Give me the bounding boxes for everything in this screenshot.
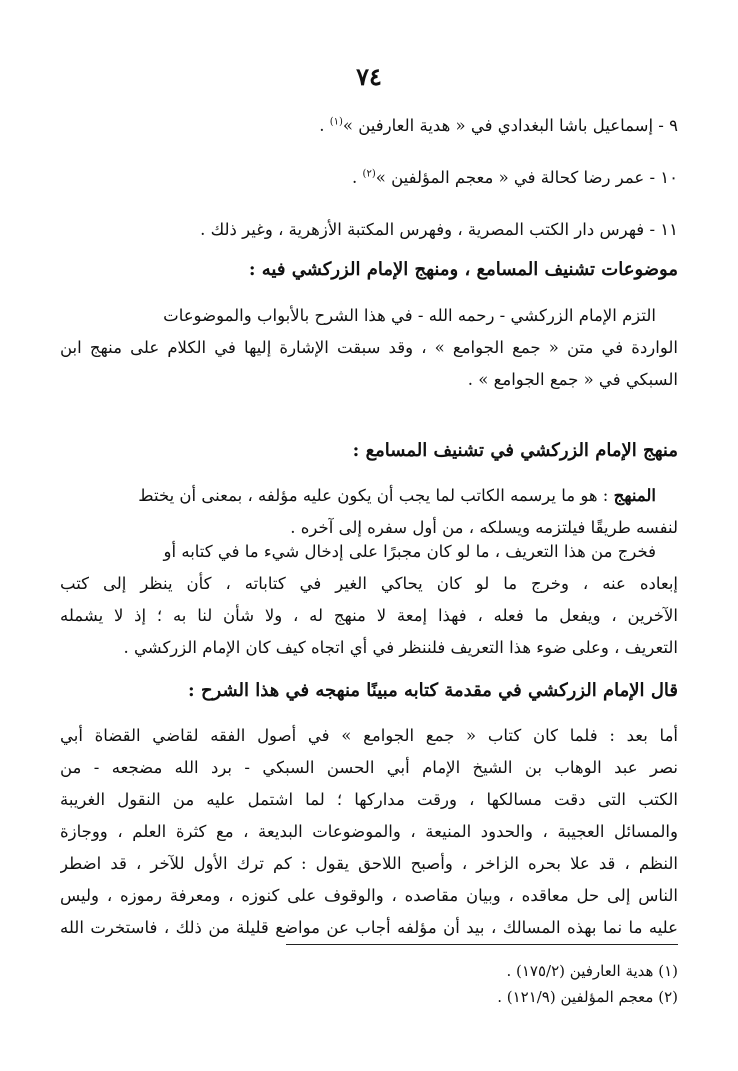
footnotes xyxy=(60,958,678,1010)
paragraph: فخرج من هذا التعريف ، ما لو كان مجبرًا على إدخال شيء ما في كتابه أو إبعاده عنه ، وخرج ما لو كان يحاكي الغير في كتاباته ، كأن ينظر إلى كتب الآخرين ، ويفعل ما فعله ، فهذا إمعة لا منهج له ، ولا شأن لنا به ؛ إذ لا يشمله التعريف ، وعلى ضوء هذا التعريف فلننظر في أي اتجاه كيف كان الإمام الزركشي . xyxy=(60,542,678,657)
footnote-ref[interactable]: (٢) xyxy=(362,168,376,180)
section-heading: منهج الإمام الزركشي في تشنيف المسامع : xyxy=(352,440,678,461)
section-heading: موضوعات تشنيف المسامع ، ومنهج الإمام الزركشي فيه : xyxy=(248,259,678,280)
list-item: ١٠ - عمر رضا كحالة في « معجم المؤلفين »$^{(٢)}$ . xyxy=(352,168,678,187)
section-heading: قال الإمام الزركشي في مقدمة كتابه مبينًا منهجه في هذا الشرح : xyxy=(188,680,678,701)
footnote: (٢) معجم المؤلفين (١٢١/٩) . xyxy=(497,988,678,1006)
defined-term: المنهج xyxy=(613,486,656,505)
footnote-ref[interactable]: (١) xyxy=(329,116,343,128)
reference-list xyxy=(60,110,678,246)
list-item: ١١ - فهرس دار الكتب المصرية ، وفهرس المكتبة الأزهرية ، وغير ذلك . xyxy=(200,220,678,239)
paragraph: أما بعد : فلما كان كتاب « جمع الجوامع » في أصول الفقه لقاضي القضاة أبي نصر عبد الوهاب بن الشيخ الإمام أبي الحسن السبكي - برد الله مضجعه - من الكتب التى دقت مسالكها ، ورقت مداركها ؛ لما اشتمل عليه من النقول الغريبة والمسائل العجيبة ، والحدود المنيعة ، والموضوعات البديعة ، مع كثرة العلم ، ووجازة النظم ، قد علا بحره الزاخر ، وأصبح اللاحق يقول : كم ترك الأول للآخر ، قد اضطر الناس إلى حل معاقده ، وبيان مقاصده ، والوقوف على كنوزه ، ومعرفة رموزه ، وليس عليه ما نما بهذه المسالك ، بيد أن مؤلفه أجاب عن مواضع قليلة من ذلك ، فاستخرت الله xyxy=(60,726,678,937)
paragraph: المنهج : هو ما يرسمه الكاتب لما يجب أن يكون عليه مؤلفه ، بمعنى أن يختط لنفسه طريقًا فيلتزمه ويسلكه ، من أول سفره إلى آخره . xyxy=(138,486,678,537)
page-number: ٧٤ xyxy=(356,62,382,91)
footnote-divider xyxy=(286,944,678,945)
paragraph: التزم الإمام الزركشي - رحمه الله - في هذا الشرح بالأبواب والموضوعات الواردة في متن « جمع الجوامع » ، وقد سبقت الإشارة إليها في الكلام على منهج ابن السبكي في « جمع الجوامع » . xyxy=(60,306,678,389)
list-item: ٩ - إسماعيل باشا البغدادي في « هدية العارفين »$^{(١)}$ . xyxy=(319,116,678,135)
footnote: (١) هدية العارفين (١٧٥/٢) . xyxy=(506,962,678,980)
